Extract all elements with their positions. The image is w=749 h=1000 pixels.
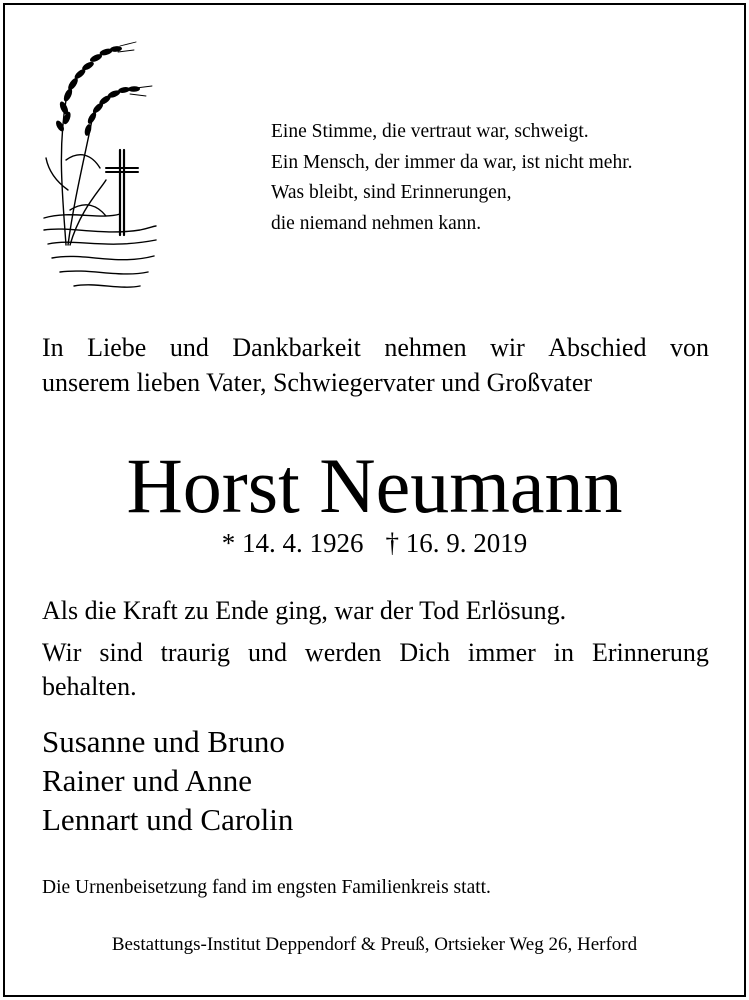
family-member: Lennart und Carolin xyxy=(42,802,294,837)
message-word: in xyxy=(553,638,574,667)
family-member: Rainer und Anne xyxy=(42,763,253,798)
intro-line-1 xyxy=(42,330,709,365)
poem-line: Ein Mensch, der immer da war, ist nicht mehr. xyxy=(271,151,633,173)
message-line-1: Als die Kraft zu Ende ging, war der Tod Erlösung. xyxy=(42,596,567,625)
intro-line-2: unserem lieben Vater, Schwiegervater und Großvater xyxy=(42,368,593,397)
message-word: sind xyxy=(99,638,143,667)
funeral-home-footer: Bestattungs-Institut Deppendorf & Preuß, Ortsieker Weg 26, Herford xyxy=(111,934,638,955)
poem xyxy=(271,117,633,239)
deceased-name: Horst Neumann xyxy=(126,442,623,529)
intro-word: Abschied xyxy=(548,333,647,362)
message-block xyxy=(42,636,709,704)
family-member: Susanne und Bruno xyxy=(42,724,285,759)
poem-line: die niemand nehmen kann. xyxy=(271,212,482,234)
wheat-and-cross-icon xyxy=(40,40,160,300)
intro-word: Dankbarkeit xyxy=(232,333,361,362)
poem-line: Was bleibt, sind Erinnerungen, xyxy=(271,182,512,203)
intro-word: von xyxy=(669,333,709,362)
message-word: Dich xyxy=(399,638,450,667)
message-word: Erinnerung xyxy=(591,638,709,667)
message-line-2 xyxy=(42,636,709,670)
family-list xyxy=(42,722,293,839)
death-date: † 16. 9. 2019 xyxy=(385,528,528,558)
message-word: werden xyxy=(304,638,382,667)
intro-word: wir xyxy=(490,333,525,362)
burial-notice: Die Urnenbeisetzung fand im engsten Familienkreis statt. xyxy=(42,877,491,898)
intro-word: nehmen xyxy=(384,333,467,362)
life-dates xyxy=(0,526,749,560)
intro-text xyxy=(42,330,709,400)
poem-line: Eine Stimme, die vertraut war, schweigt. xyxy=(271,121,589,142)
message-word: traurig xyxy=(160,638,230,667)
message-word: Wir xyxy=(42,638,82,667)
message-word: und xyxy=(247,638,287,667)
intro-word: Liebe xyxy=(87,333,147,362)
message-word: immer xyxy=(467,638,536,667)
intro-word: In xyxy=(42,333,64,362)
birth-date: * 14. 4. 1926 xyxy=(221,528,364,558)
intro-word: und xyxy=(169,333,209,362)
message-line-3: behalten. xyxy=(42,672,137,701)
